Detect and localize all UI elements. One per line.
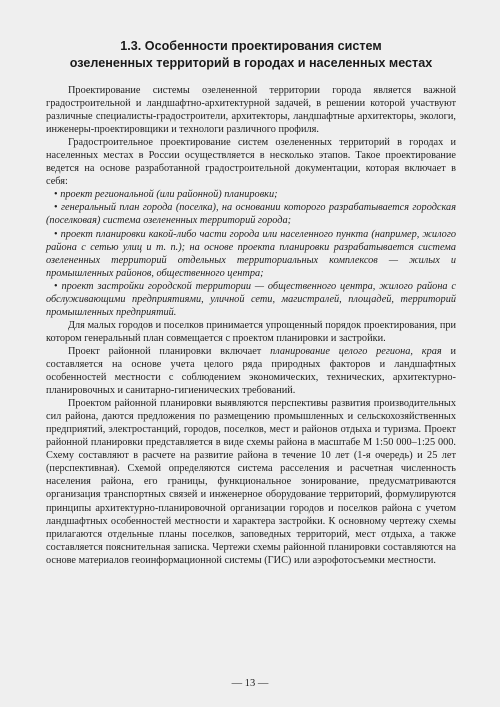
bullet-item xyxy=(46,228,456,280)
bullet-item xyxy=(46,201,456,227)
heading-line-2: озелененных территорий в городах и населенных местах xyxy=(69,56,433,70)
bullet-text: проект застройки городской территории — общественного центра, жилого района с обслуживающими предприятиями, уличной сети, магистралей, площадей, территорий промышленных предприятий. xyxy=(46,280,457,318)
bullet-marker: • xyxy=(54,189,58,201)
paragraph: Градостроительное проектирование систем озелененных территорий в городах и населенных местах в России осуществляется в несколько этапов. Такое проектирование ведется на основе разработанной градостроительной документации, которая включает в себя: xyxy=(46,137,456,188)
bullet-item xyxy=(46,188,456,201)
section-heading xyxy=(46,38,456,72)
bullet-text: генеральный план города (поселка), на основании которого разрабатывается городская (поселковая) система озелененных территорий города; xyxy=(46,202,456,227)
emphasis-text: планирование целого региона, края xyxy=(270,345,442,357)
paragraph-text: и составляется на основе учета целого ряда природных факторов и ландшафтных особенностей местности с соблюдением экономических, технических, архитектурно-планировочных и санитарно-гигиенических требований. xyxy=(46,345,457,397)
bullet-item xyxy=(46,280,456,319)
paragraph xyxy=(46,345,456,397)
body-text xyxy=(46,84,456,567)
bullet-marker: • xyxy=(54,202,58,214)
paragraph: Для малых городов и поселков принимается упрощенный порядок проектирования, при котором генеральный план совмещается с проектом планировки и застройки. xyxy=(46,319,456,344)
bullet-marker: • xyxy=(54,280,58,292)
heading-line-1: 1.3. Особенности проектирования систем xyxy=(120,39,382,53)
paragraph: Проектирование системы озелененной территории города является важной градостроительной и ландшафтно-архитектурной задачей, в решении которой участвуют различные специалисты-градостроители, архитекторы, ландшафтные архитекторы, экологи, инженеры-проектировщики и технологи различного профиля. xyxy=(46,85,456,136)
bullet-text: проект региональной (или районной) планировки; xyxy=(60,189,278,201)
paragraph-text: Проект районной планировки включает xyxy=(68,345,271,357)
page-number: — 13 — xyxy=(231,678,269,689)
paragraph: Проектом районной планировки выявляются перспективы развития производительных сил района, даются предложения по размещению промышленных и сельскохозяйственных предприятий, электростанций, городов, поселков, мест и районов отдыха и туризма. Проект районной планировки представляется в виде схемы района в масштабе М 1:50 000–1:25 000. Схему составляют в расчете на развитие района в течение 10 лет (1-я очередь) и 25 лет (перспективная). Схемой определяются система расселения и расчетная численность населения района, его границы, функциональное зонирование, предусматриваются организация транспортных связей и инженерное оборудование территорий, формулируются принципы архитектурно-планировочной организации городов и поселков района с учетом ландшафтных особенностей местности и характера застройки. К основному чертежу схемы прилагаются отдельные планы поселков, заповедных территорий, мест отдыха, а также составляется пояснительная записка. Чертежи схемы районной планировки составляются на основе материалов геоинформационной системы (ГИС) или аэрофотосъемки местности. xyxy=(46,398,456,566)
bullet-text: проект планировки какой-либо части города или населенного пункта (например, жилого района с сетью улиц и т. п.); на основе проекта планировки разрабатывается система озелененных территорий отдельных территориальных комплексов — жилых и промышленных районов, общественного центра; xyxy=(46,228,457,279)
bullet-marker: • xyxy=(54,228,58,240)
